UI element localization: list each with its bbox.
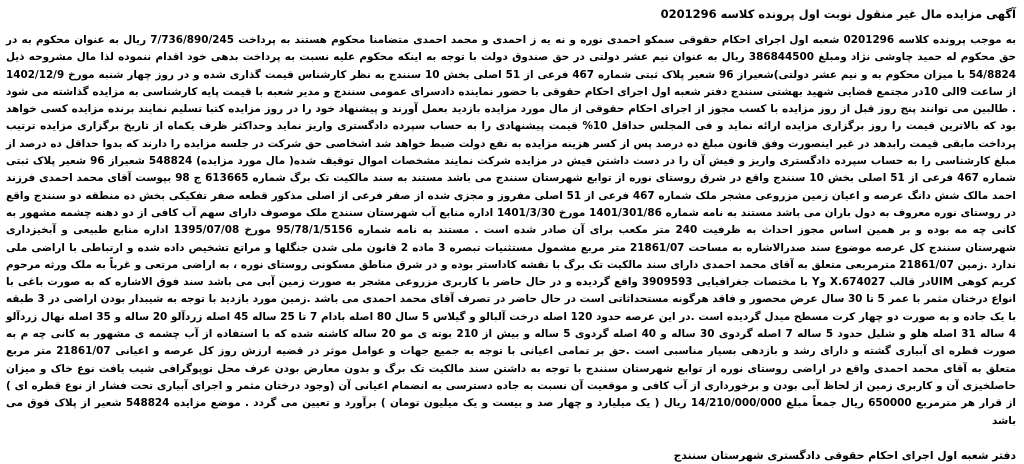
notice-body: به موجب پرونده کلاسه 0201296 شعبه اول اجرای احکام حقوقی سمکو احمدی نوره و نه یه ز احمدی و محمد احمدی متضامنا محکوم هستند به پرداخت 7/736/890/245 ریال به عنوان محکوم به در حق محکوم له حمید چاوشی نژاد ومبلغ 386844500 ریال به عنوان نیم عشر دولتی در حق صندوق دولت با توجه به اینکه محکوم علیه نسبت به پرداخت بدهی خود اقدام ننموده لذا مال مشروحه ذیل 54/8824 با میزان محکوم به و نیم عشر دولتی)شعیراز 96 شعیر پلاک ثبتی شماره 467 فرعی از 51 اصلی بخش 10 سنندج به نظر کارشناس قیمت گذاری شده و در روز چهار شنبه مورخ 1402/12/9 از ساعت 9الی 10در مجتمع قضایی شهید بهشتی سنندج دفتر شعبه اول اجرای احکام حقوقی با حضور نماینده دادسرای عمومی سنندج و مدیر شعبه با قیمت پایه کارشناسی به مزایده گذاشته می شود . طالبین می توانند پنج روز قبل از روز مزایده با کسب مجوز از اجرای احکام حقوقی از مال مورد مزایده بازدید بعمل آورند و پیشنهاد خود را در روز مزایده کتبا تسلیم نمایند برنده مزایده کسی خواهد بود که بالاترین قیمت را روز برگزاری مزایده ارائه نماید و فی المجلس حداقل 10% قیمت پیشنهادی را به حساب سپرده دادگستری واریز نماید وحداکثر ظرف یکماه از تاریخ برگزاری مزایده ترتیب پرداخت مابقی قیمت رابدهد در غیر اینصورت وفق قانون مبلغ ده درصد پس از کسر هزینه مزایده به نفع دولت ضبط خواهد شد اشخاصی حق شرکت در جلسه مزایده را دارند که بدوا حداقل ده درصد از مبلغ کارشناسی را به حساب سپرده دادگستری واریز و فیش آن را در دست داشتن فیش در مزایده شرکت نمایند مشخصات اموال توقیف شده( مال مورد مزایده) 548824 شعیراز 96 شعیر پلاک ثبتی شماره 467 فرعی از 51 اصلی بخش 10 سنندج واقع در شرق روستای نوره از توابع شهرستان سنندج می باشد مستند به سند مالکیت تک برگ شماره 613665 ج 98 بپوست آقای محمد احمدی فرزند احمد مالک شش دانگ عرصه و اعیان زمین مزروعی مشجر ملک شماره 467 فرعی از 51 اصلی مفروز و مجزی شده از صفر فرعی از اصلی مذکور قطعه صفر تفکیکی بخش ده منطقه دو سنندج واقع در روستای نوره معروف به دول باران می باشد مستند به نامه شماره 1401/301/86 مورخ 1401/3/30 اداره منابع آب شهرستان سنندج ملک موصوف دارای سهم آب کافی از دو دهنه چشمه مشهور به کانی چه مه بوده و بر همین اساس مجوز احداث به ظرفیت 240 متر مکعب برای آن صادر شده است . مستند به نامه شماره 95/78/1/5156 مورخ 1395/07/08 اداره منابع طبیعی و آبخیزداری شهرستان سنندج کل عرصه موضوع سند صدرالاشاره به مساحت 21861/07 متر مربع مشمول مستثنیات تبصره 3 ماده 2 قانون ملی شدن جنگلها و مراتع تشخیص داده شده و ارتباطی با اراضی ملی ندارد .زمین 21861/07 مترمربعی متعلق به آقای محمد احمدی دارای سند مالکیت تک برگ با نقشه کاداستر بوده و در شرق مناطق مسکونی روستای نوره ، به اراضی مرتعی و غرباً به ملک ورثه مرحوم کریم کوهی UIMدر قالب 674027.X وY با مختصات جغرافیایی 3909593 واقع گردیده و در حال حاضر با کاربری مزروعی مشجر به صورت زمین آبی می باشد سند فوق الاشاره که به صورت باغی با انواع درختان مثمر با عمر 5 تا 30 سال عرض محصور و فاقد هرگونه مستحداثاتی است در حال حاضر در تصرف آقای محمد احمدی می باشد .زمین مورد بازدید با توجه به شیبدار بودن اراضی در 3 طبقه با یک جاده و به صورت دو چهار کرت مسطح میدل گردیده است .در این عرصه حدود 120 اصله درخت آلبالو و گیلاس 5 سال 80 اصله بادام 7 تا 25 ساله 45 اصله زردآلو 20 ساله و 35 اصله نهال زردآلو 4 ساله 31 اصله هلو و شلیل حدود 5 ساله 7 اصله گردوی 30 ساله و 40 اصله گردوی 5 ساله و بیش از 210 بوته ی مو 20 ساله کاشته شده که با استفاده از آب چشمه ی مشهور به کانی چه م به صورت قطره ای آبیاری گشته و دارای رشد و بازدهی بسیار مناسبی است .حق بر تمامی اعیانی با توجه به جمیع جهات و عوامل موثر در قضیه ارزش روز کل عرصه و اعیانی 21861/07 متر مربع متعلق به آقای محمد احمدی واقع در اراضی روستای نوره از توابع شهرستان سنندج با توجه به داشتن سند مالکیت تک برگ و بدون معارض بودن عرف محل توپوگرافی شیب یافت نوع خاک و میزان حاصلخیزی آن و کاربری زمین از لحاظ آبی بودن و برخورداری از آب کافی و موقعیت آن نسبت به جاده دسترسی به انضمام اعیانی آن (وجود درختان مثمر و اجرای آبیاری تحت فشار از نوع قطره ای ) از قرار هر مترمربع 650000 ریال جمعاً مبلغ 14/210/000/000 ریال ( یک میلیارد و چهار صد و بیست و یک میلیون تومان ) برآورد و تعیین می گردد . موضع مزایده 548824 شعیر از پلاک فوق می باشد <box>6 34 1017 427</box>
auction-notice <box>6 6 1017 462</box>
notice-signature: دفتر شعبه اول اجرای احکام حقوقی دادگستری شهرستان سنندج <box>673 448 1016 462</box>
notice-title: آگهی مزایده مال غیر منقول نوبت اول پرونده کلاسه 0201296 <box>660 7 1016 21</box>
